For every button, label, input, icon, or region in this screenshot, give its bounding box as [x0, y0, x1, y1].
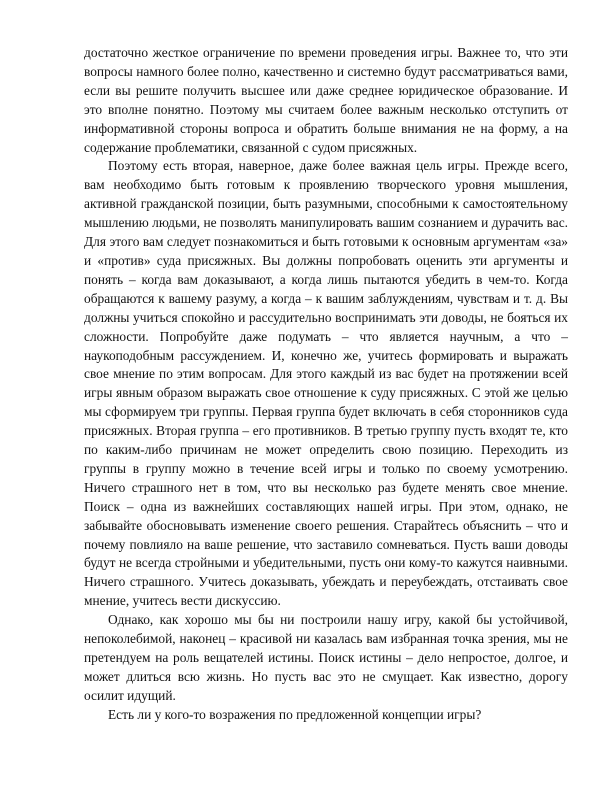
paragraph-2: Поэтому есть вторая, наверное, даже более важная цель игры. Прежде всего, вам необходимо быть готовым к проявлению творческого уровня мышления, активной гражданской позиции, быть разумными, способными к самостоятельному мышлению людьми, не позволять манипулировать вашим сознанием и дурачить вас. Для этого вам следует познакомиться и быть готовыми к основным аргументам «за» и «против» суда присяжных. Вы должны попробовать оценить эти аргументы и понять – когда вам доказывают, а когда лишь пытаются убедить в чем-то. Когда обращаются к вашему разуму, а когда – к вашим заблуждениям, чувствам и т. д. Вы должны учиться спокойно и рассудительно воспринимать эти доводы, не бояться их сложности. Попробуйте даже подумать – что является научным, а что – наукоподобным рассуждением. И, конечно же, учитесь формировать и выражать свое мнение по этим вопросам. Для этого каждый из вас будет на протяжении всей игры явным образом выражать свое отношение к суду присяжных. С этой же целью мы сформируем три группы. Первая группа будет включать в себя сторонников суда присяжных. Вторая группа – его противников. В третью группу пусть входят те, кто по каким-либо причинам не может определить свою позицию. Переходить из группы в группу можно в течение всей игры и только по своему усмотрению. Ничего страшного нет в том, что вы несколько раз будете менять свое мнение. Поиск – одна из важнейших составляющих нашей игры. При этом, однако, не забывайте обосновывать изменение своего решения. Старайтесь объяснить – что и почему повлияло на ваше решение, что заставило сомневаться. Пусть ваши доводы будут не всегда стройными и убедительными, пусть они кому-то кажутся наивными. Ничего страшного. Учитесь доказывать, убеждать и переубеждать, отстаивать свое мнение, учитесь вести дискуссию.	[84, 158, 568, 609]
paragraph-3: Однако, как хорошо мы бы ни построили нашу игру, какой бы устойчивой, непоколебимой, наконец – красивой ни казалась вам избранная точка зрения, мы не претендуем на роль вещателей истины. Поиск истины – дело непростое, долгое, и может длиться всю жизнь. Но пусть вас это не смущает. Как известно, дорогу осилит идущий.	[84, 612, 568, 703]
paragraph-4: Есть ли у кого-то возражения по предложенной концепции игры?	[108, 706, 482, 722]
document-page	[84, 44, 568, 725]
paragraph-1: достаточно жесткое ограничение по времени проведения игры. Важнее то, что эти вопросы намного более полно, качественно и системно будут рассматриваться вами, если вы решите получить высшее или даже среднее юридическое образование. И это вполне понятно. Поэтому мы считаем более важным несколько отступить от информативной стороны вопроса и обратить больше внимания не на форму, а на содержание проблематики, связанной с судом присяжных.	[84, 45, 568, 155]
